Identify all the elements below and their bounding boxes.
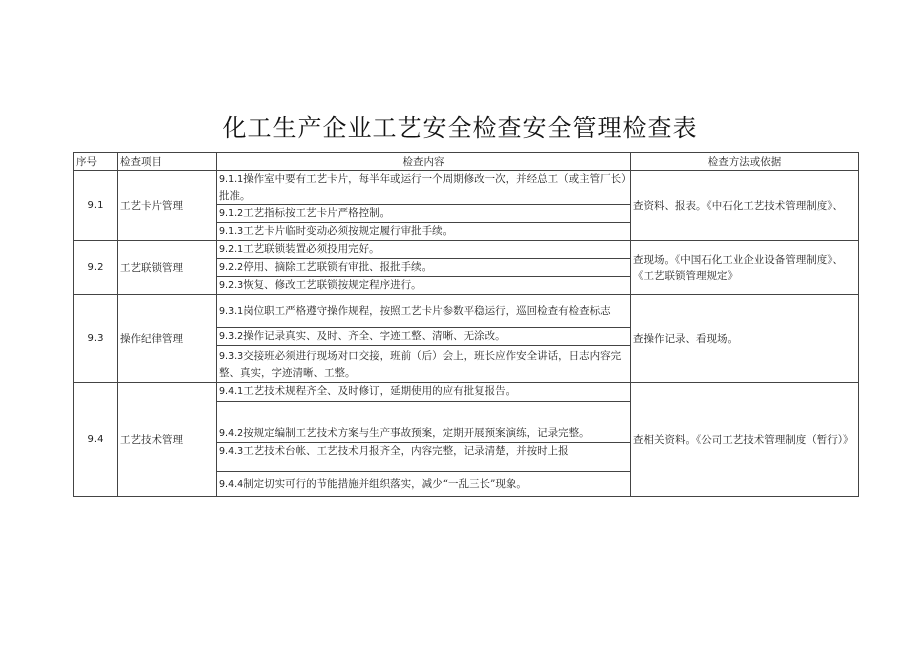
section-method: 查资料、报表。《中石化工艺技术管理制度》、 (631, 171, 859, 241)
check-content (217, 205, 631, 223)
table-row (74, 295, 859, 328)
check-content (217, 383, 631, 402)
section-method: 查现场。《中国石化工业企业设备管理制度》、《工艺联锁管理规定》 (631, 241, 859, 295)
check-text: 操作室中要有工艺卡片，每半年或运行一个周期修改一次，并经总工（或主管厂长）批准。 (219, 173, 627, 202)
check-number: 9.3.3 (219, 350, 244, 362)
check-text: 恢复、修改工艺联锁按规定程序进行。 (243, 279, 422, 291)
check-number: 9.1.3 (219, 226, 244, 237)
section-seq: 9.3 (74, 295, 118, 383)
header-seq: 序号 (74, 153, 118, 171)
table-row (74, 383, 859, 402)
check-text: 工艺技术台帐、工艺技术月报齐全，内容完整，记录清楚，并按时上报 (243, 445, 569, 457)
section-method: 查相关资料。《公司工艺技术管理制度（暂行）》 (631, 383, 859, 497)
inspection-table (73, 152, 859, 497)
check-content (217, 443, 631, 472)
section-item: 工艺卡片管理 (118, 171, 217, 241)
check-number: 9.4.4 (219, 478, 244, 490)
check-content (217, 223, 631, 241)
header-method: 检查方法或依据 (631, 153, 859, 171)
check-number: 9.2.2 (219, 262, 244, 273)
check-number: 9.3.1 (219, 305, 244, 317)
check-text: 按规定编制工艺技术方案与生产事故预案，定期开展预案演练，记录完整。 (243, 427, 590, 439)
section-seq: 9.2 (74, 241, 118, 295)
check-content (217, 259, 631, 277)
check-text: 岗位职工严格遵守操作规程，按照工艺卡片参数平稳运行，巡回检查有检查标志 (243, 304, 611, 317)
check-content (217, 241, 631, 259)
header-content: 检查内容 (217, 153, 631, 171)
check-text: 停用、摘除工艺联锁有审批、报批手续。 (243, 261, 433, 273)
check-content (217, 328, 631, 346)
section-item: 操作纪律管理 (118, 295, 217, 383)
check-text: 工艺技术规程齐全、及时修订，延期使用的应有批复报告。 (243, 385, 517, 397)
section-item: 工艺技术管理 (118, 383, 217, 497)
section-seq: 9.1 (74, 171, 118, 241)
check-number: 9.2.3 (219, 280, 244, 291)
check-text: 交接班必须进行现场对口交接，班前（后）会上，班长应作安全讲话，日志内容完整、真实，字迹清晰、工整。 (219, 349, 622, 379)
page-title: 化工生产企业工艺安全检查安全管理检查表 (222, 114, 698, 142)
header-item: 检查项目 (118, 153, 217, 171)
check-content (217, 277, 631, 295)
check-number: 9.1.2 (219, 208, 244, 219)
check-number: 9.4.1 (219, 386, 244, 397)
check-number: 9.3.2 (219, 331, 244, 342)
check-text: 工艺指标按工艺卡片严格控制。 (243, 207, 391, 219)
check-content (217, 472, 631, 497)
check-content (217, 295, 631, 328)
check-text: 工艺卡片临时变动必须按规定履行审批手续。 (243, 225, 454, 237)
check-number: 9.1.1 (219, 174, 244, 185)
table-row (74, 241, 859, 259)
check-content (217, 346, 631, 383)
section-method: 查操作记录、看现场。 (631, 295, 859, 383)
section-item: 工艺联锁管理 (118, 241, 217, 295)
header-row (74, 153, 859, 171)
check-content (217, 402, 631, 443)
table-row (74, 171, 859, 205)
check-content (217, 171, 631, 205)
check-text: 工艺联锁装置必须投用完好。 (243, 243, 380, 255)
check-text: 制定切实可行的节能措施并组织落实，减少“一乱三长”现象。 (243, 477, 527, 490)
check-text: 操作记录真实、及时、齐全、字迹工整、清晰、无涂改。 (243, 330, 506, 342)
check-number: 9.4.2 (219, 428, 244, 439)
check-number: 9.2.1 (219, 244, 244, 255)
section-seq: 9.4 (74, 383, 118, 497)
check-number: 9.4.3 (219, 446, 244, 457)
